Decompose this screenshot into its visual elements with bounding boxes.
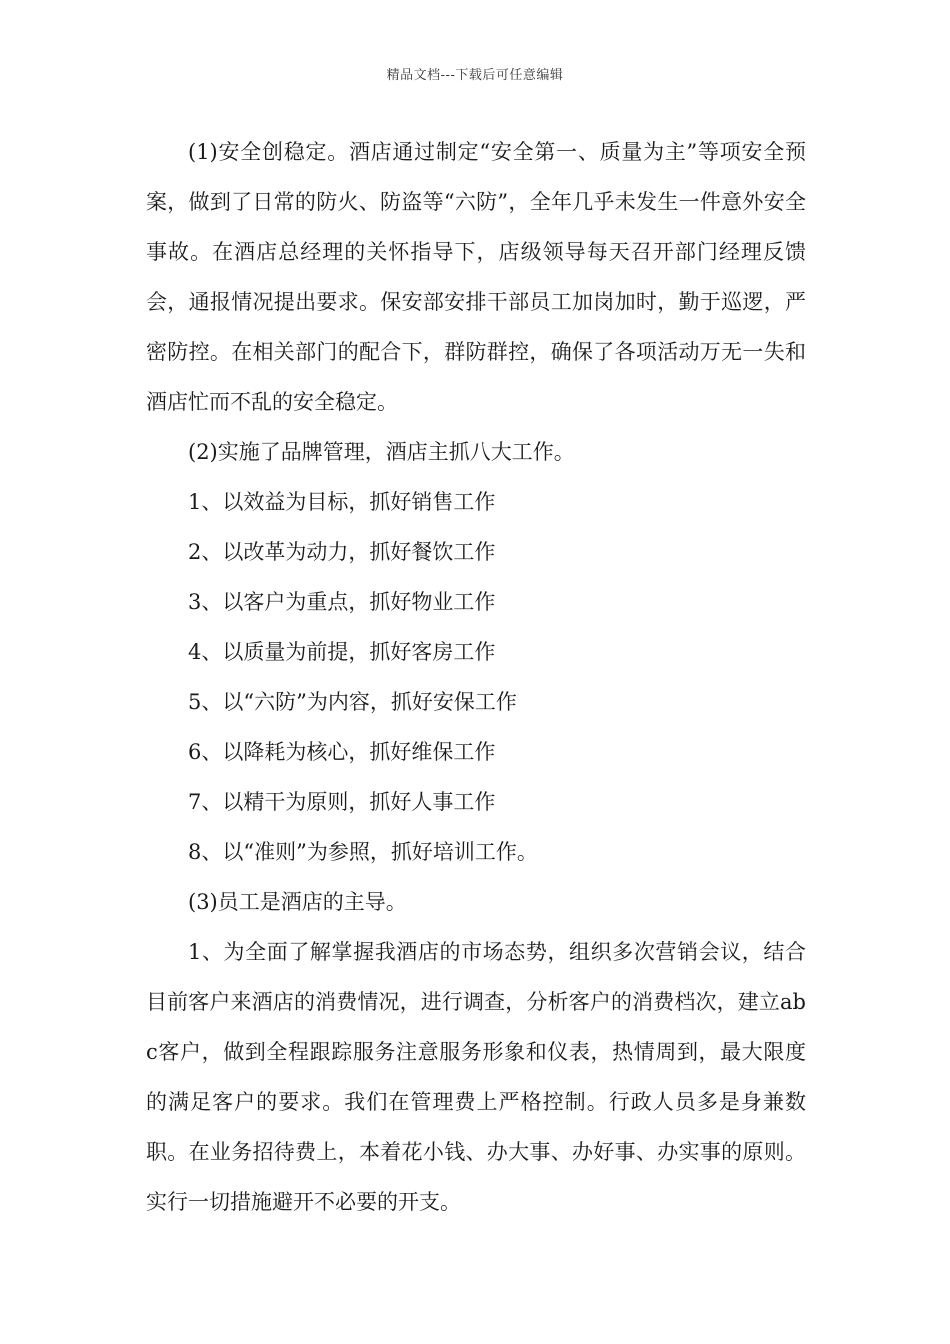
paragraph-marketing: 1、为全面了解掌握我酒店的市场态势，组织多次营销会议，结合目前客户来酒店的消费情况，进行调查，分析客户的消费档次，建立abc客户，做到全程跟踪服务注意服务形象和仪表，热情周到，最大限度的满足客户的要求。我们在管理费上严格控制。行政人员多是身兼数职。在业务招待费上，本着花小钱、办大事、办好事、办实事的原则。实行一切措施避开不必要的开支。 <box>146 940 806 1214</box>
list-item: 2、以改革为动力，抓好餐饮工作 <box>188 540 496 564</box>
list-item: 3、以客户为重点，抓好物业工作 <box>188 590 496 614</box>
document-body <box>146 127 806 1227</box>
page-header: 精品文档---下载后可任意编辑 <box>386 68 564 83</box>
list-item: 6、以降耗为核心，抓好维保工作 <box>188 740 496 764</box>
list-item: 8、以“准则”为参照，抓好培训工作。 <box>188 840 538 864</box>
paragraph-staff: (3)员工是酒店的主导。 <box>188 890 407 914</box>
paragraph-safety: (1)安全创稳定。酒店通过制定“安全第一、质量为主”等项安全预案，做到了日常的防火、防盗等“六防”，全年几乎未发生一件意外安全事故。在酒店总经理的关怀指导下，店级领导每天召开部门经理反馈会，通报情况提出要求。保安部安排干部员工加岗加时，勤于巡逻，严密防控。在相关部门的配合下，群防群控，确保了各项活动万无一失和酒店忙而不乱的安全稳定。 <box>146 140 806 414</box>
list-item: 7、以精干为原则，抓好人事工作 <box>188 790 496 814</box>
list-item: 4、以质量为前提，抓好客房工作 <box>188 640 496 664</box>
list-item: 1、以效益为目标，抓好销售工作 <box>188 490 496 514</box>
paragraph-brand-management: (2)实施了品牌管理，酒店主抓八大工作。 <box>188 440 575 464</box>
list-item: 5、以“六防”为内容，抓好安保工作 <box>188 690 517 714</box>
